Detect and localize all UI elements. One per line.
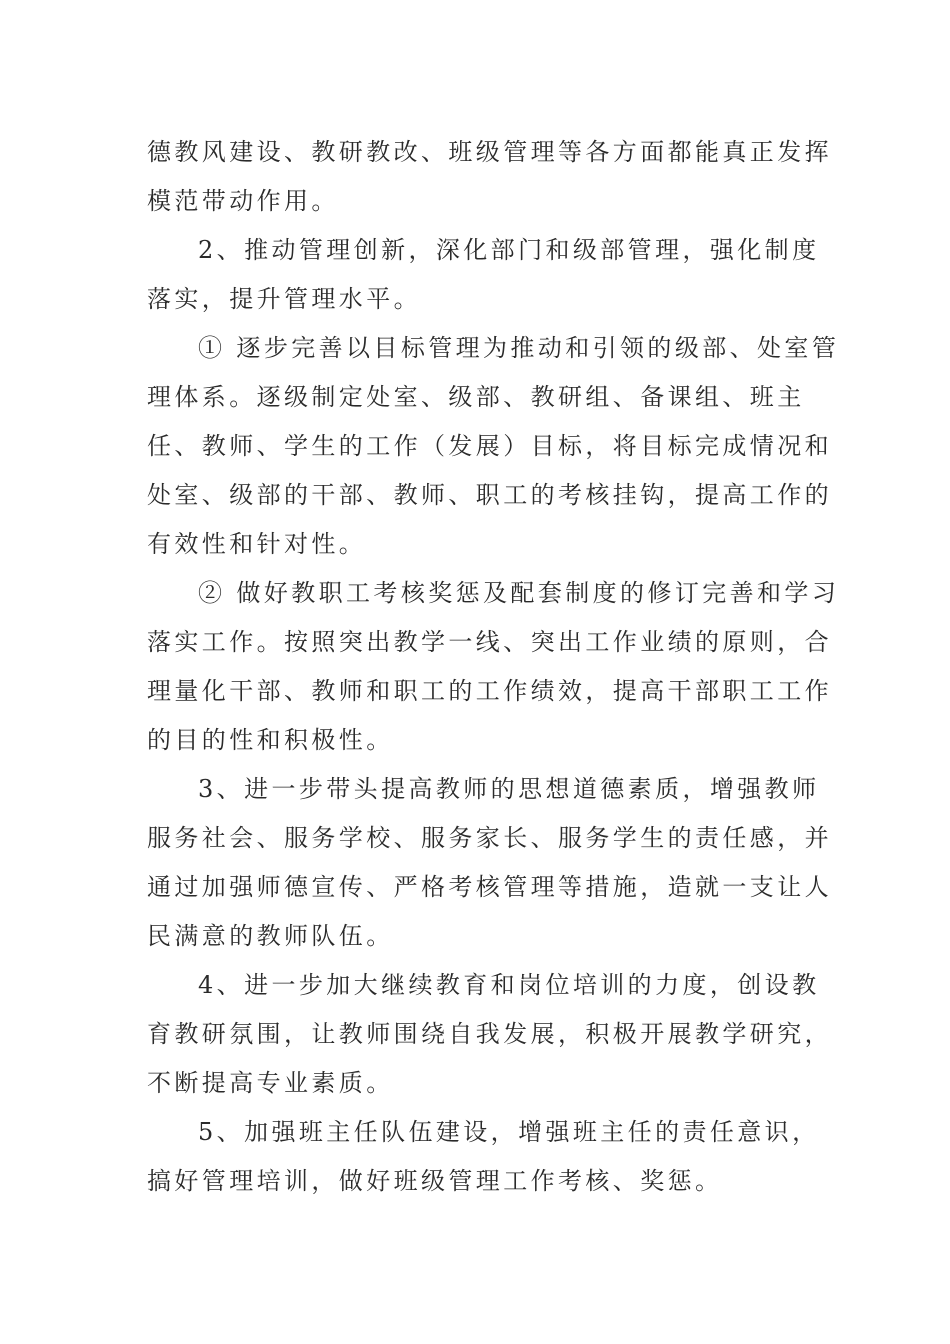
document-body [147, 128, 840, 1206]
text-line: 德教风建设、教研教改、班级管理等各方面都能真正发挥 [147, 138, 832, 166]
paragraph-start-line: ① 逐步完善以目标管理为推动和引领的级部、处室管 [198, 334, 840, 362]
paragraph-start-line: 5、加强班主任队伍建设，增强班主任的责任意识， [198, 1118, 820, 1146]
text-line: 落实，提升管理水平。 [147, 285, 421, 313]
text-line: 理量化干部、教师和职工的工作绩效，提高干部职工工作 [147, 677, 832, 705]
text-line: 模范带动作用。 [147, 187, 339, 215]
paragraph-start-line: 3、进一步带头提高教师的思想道德素质，增强教师 [198, 775, 820, 803]
text-line: 落实工作。按照突出教学一线、突出工作业绩的原则，合 [147, 628, 832, 656]
paragraph-start-line: ② 做好教职工考核奖惩及配套制度的修订完善和学习 [198, 579, 840, 607]
text-line: 服务社会、服务学校、服务家长、服务学生的责任感，并 [147, 824, 832, 852]
text-line: 有效性和针对性。 [147, 530, 367, 558]
text-line: 搞好管理培训，做好班级管理工作考核、奖惩。 [147, 1167, 723, 1195]
text-line: 理体系。逐级制定处室、级部、教研组、备课组、班主 [147, 383, 805, 411]
text-line: 任、教师、学生的工作（发展）目标，将目标完成情况和 [147, 432, 832, 460]
text-line: 不断提高专业素质。 [147, 1069, 394, 1097]
text-line: 的目的性和积极性。 [147, 726, 394, 754]
text-line: 育教研氛围，让教师围绕自我发展，积极开展教学研究， [147, 1020, 832, 1048]
paragraph-start-line: 2、推动管理创新，深化部门和级部管理，强化制度 [198, 236, 820, 264]
text-line: 通过加强师德宣传、严格考核管理等措施，造就一支让人 [147, 873, 832, 901]
text-line: 民满意的教师队伍。 [147, 922, 394, 950]
text-line: 处室、级部的干部、教师、职工的考核挂钩，提高工作的 [147, 481, 832, 509]
paragraph-start-line: 4、进一步加大继续教育和岗位培训的力度，创设教 [198, 971, 820, 999]
